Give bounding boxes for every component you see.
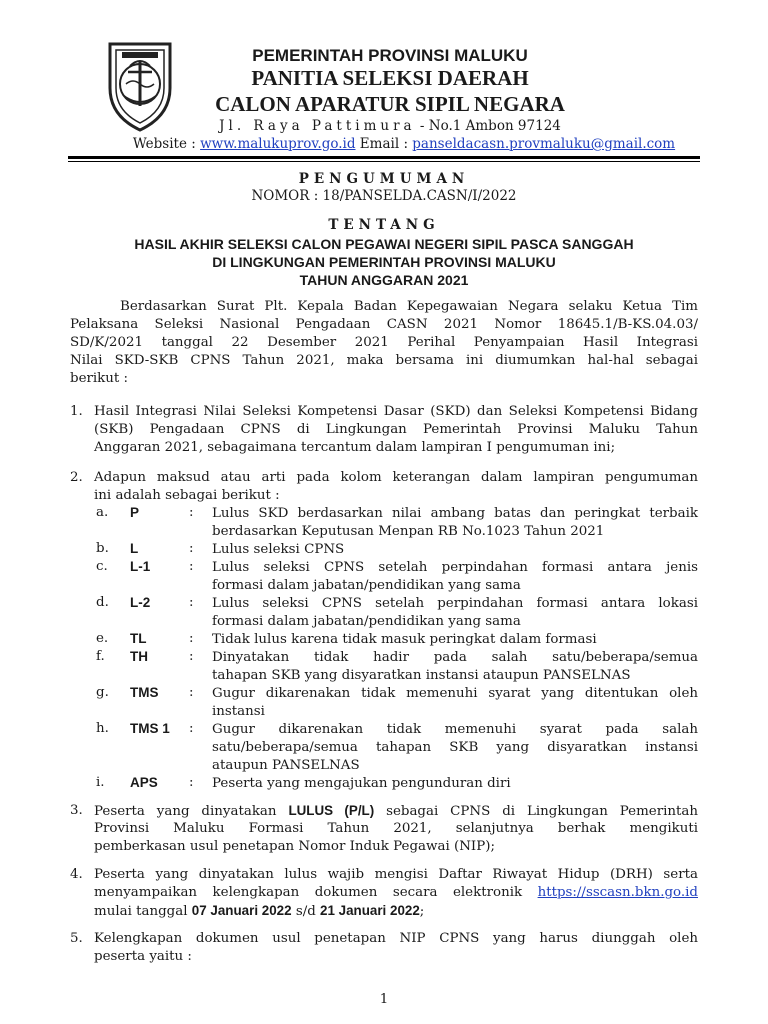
legend-colon: :: [189, 505, 194, 520]
item3-text: Peserta yang dinyatakan: [94, 804, 289, 819]
item1-line: Anggaran 2021, sebagaimana tercantum dalam lampiran I pengumuman ini;: [94, 440, 616, 455]
legend-description: Lulus SKD berdasarkan nilai ambang batas dan peringkat terbaik: [212, 506, 698, 521]
letterhead-contact: [60, 136, 748, 152]
legend-description: Lulus seleksi CPNS setelah perpindahan formasi antara jenis: [212, 560, 698, 575]
legend-description: Dinyatakan tidak hadir pada salah satu/beberapa/semua: [212, 650, 698, 665]
letterhead-rule-thick: [68, 156, 700, 159]
item2-line: ini adalah sebagai berikut :: [94, 488, 280, 503]
subject-line-2: DI LINGKUNGAN PEMERINTAH PROVINSI MALUKU: [212, 254, 556, 270]
intro-line: berikut :: [70, 371, 129, 386]
item1-line: Hasil Integrasi Nilai Seleksi Kompetensi Dasar (SKD) dan Seleksi Kompetensi Bidang: [94, 404, 698, 419]
intro-line: Nilai SKD-SKB CPNS Tahun 2021, maka bersama ini diumumkan hal-hal sebagai: [70, 353, 698, 368]
legend-letter: g.: [96, 685, 109, 700]
email-link[interactable]: panseldacasn.provmaluku@gmail.com: [412, 136, 676, 152]
item4-text: menyampaikan kelengkapan dokumen secara elektronik: [94, 885, 538, 900]
legend-code: TL: [130, 631, 147, 646]
legend-letter: i.: [96, 775, 105, 790]
item3-pass-label: LULUS (P/L): [288, 803, 375, 818]
legend-colon: :: [189, 775, 194, 790]
legend-colon: :: [189, 631, 194, 646]
letterhead-government: PEMERINTAH PROVINSI MALUKU: [252, 46, 528, 65]
letterhead-title: CALON APARATUR SIPIL NEGARA: [215, 92, 565, 116]
legend-colon: :: [189, 649, 194, 664]
legend-letter: b.: [96, 541, 109, 556]
page-number: 1: [379, 992, 389, 1007]
item4-text: s/d: [291, 904, 321, 919]
legend-colon: :: [189, 685, 194, 700]
legend-colon: :: [189, 559, 194, 574]
item2-line: Adapun maksud atau arti pada kolom keterangan dalam lampiran pengumuman: [94, 470, 698, 485]
legend-description: tahapan SKB yang disyaratkan instansi ataupun PANSELNAS: [212, 668, 631, 683]
legend-letter: d.: [96, 595, 109, 610]
subject-line-1: HASIL AKHIR SELEKSI CALON PEGAWAI NEGERI SIPIL PASCA SANGGAH: [134, 236, 634, 252]
legend-description: satu/beberapa/semua tahapan SKB yang disyaratkan instansi: [212, 740, 698, 755]
legend-letter: c.: [96, 559, 108, 574]
item4-text: mulai tanggal: [94, 904, 192, 919]
legend-code: APS: [130, 775, 158, 790]
legend-description: Lulus seleksi CPNS setelah perpindahan formasi antara lokasi: [212, 596, 698, 611]
legend-letter: h.: [96, 721, 109, 736]
item3-line: [94, 802, 698, 821]
legend-code: TMS 1: [130, 721, 170, 736]
sscasn-link[interactable]: https://sscasn.bkn.go.id: [537, 885, 698, 900]
item-number: 1.: [70, 404, 83, 419]
legend-description: formasi dalam jabatan/pendidikan yang sama: [212, 578, 521, 593]
legend-letter: e.: [96, 631, 109, 646]
legend-description: instansi: [212, 704, 265, 719]
legend-code: TH: [130, 649, 148, 664]
email-label: Email :: [355, 136, 413, 152]
item4-text: ;: [419, 904, 425, 919]
legend-colon: :: [189, 541, 194, 556]
legend-code: P: [130, 505, 140, 520]
item3-text: sebagai CPNS di Lingkungan Pemerintah: [374, 804, 699, 819]
intro-line: Berdasarkan Surat Plt. Kepala Badan Kepegawaian Negara selaku Ketua Tim: [120, 299, 698, 314]
legend-description: Gugur dikarenakan tidak memenuhi syarat yang ditentukan oleh: [212, 686, 698, 701]
intro-line: SD/K/2021 tanggal 22 Desember 2021 Perihal Penyampaian Hasil Integrasi: [70, 335, 698, 350]
announcement-number: NOMOR : 18/PANSELDA.CASN/I/2022: [251, 188, 517, 204]
address-street: Jl. Raya Pattimura: [219, 118, 416, 134]
item-number: 5.: [70, 931, 83, 946]
legend-description: berdasarkan Keputusan Menpan RB No.1023 Tahun 2021: [212, 524, 605, 539]
item-number: 2.: [70, 470, 83, 485]
legend-code: L-2: [130, 595, 151, 610]
legend-description: Lulus seleksi CPNS: [212, 542, 345, 557]
letterhead-address: [140, 118, 640, 134]
end-date: 21 Januari 2022: [320, 903, 420, 918]
announcement-heading: PENGUMUMAN: [298, 171, 470, 187]
legend-description: formasi dalam jabatan/pendidikan yang sama: [212, 614, 521, 629]
website-label: Website :: [132, 136, 201, 152]
item5-line: peserta yaitu :: [94, 949, 192, 964]
website-link[interactable]: www.malukuprov.go.id: [200, 136, 356, 152]
legend-description: Gugur dikarenakan tidak memenuhi syarat pada salah: [212, 722, 698, 737]
legend-description: Peserta yang mengajukan pengunduran diri: [212, 776, 511, 791]
item5-line: Kelengkapan dokumen usul penetapan NIP CPNS yang harus diunggah oleh: [94, 931, 698, 946]
item4-line: [94, 902, 698, 921]
item-number: 3.: [70, 803, 83, 818]
item3-line: pemberkasan usul penetapan Nomor Induk Pegawai (NIP);: [94, 839, 495, 854]
letterhead-rule-thin: [68, 161, 700, 162]
item3-line: Provinsi Maluku Formasi Tahun 2021, selanjutnya berhak mengikuti: [94, 821, 698, 836]
legend-colon: :: [189, 595, 194, 610]
start-date: 07 Januari 2022: [191, 903, 292, 918]
item4-line: [94, 884, 698, 902]
subject-line-3: TAHUN ANGGARAN 2021: [299, 272, 469, 288]
address-rest: - No.1 Ambon 97124: [415, 118, 561, 134]
legend-letter: f.: [96, 649, 105, 664]
item1-line: (SKB) Pengadaan CPNS di Lingkungan Pemerintah Provinsi Maluku Tahun: [94, 422, 698, 437]
legend-code: TMS: [130, 685, 159, 700]
legend-description: ataupun PANSELNAS: [212, 758, 360, 773]
intro-line: Pelaksana Seleksi Nasional Pengadaan CASN 2021 Nomor 18645.1/B-KS.04.03/: [70, 317, 698, 332]
item-number: 4.: [70, 867, 83, 882]
legend-code: L: [130, 541, 139, 556]
letterhead-committee: PANITIA SELEKSI DAERAH: [251, 66, 529, 90]
legend-letter: a.: [96, 505, 109, 520]
legend-colon: :: [189, 721, 194, 736]
legend-code: L-1: [130, 559, 151, 574]
item4-line: Peserta yang dinyatakan lulus wajib mengisi Daftar Riwayat Hidup (DRH) serta: [94, 867, 698, 882]
legend-description: Tidak lulus karena tidak masuk peringkat dalam formasi: [212, 632, 597, 647]
about-heading: TENTANG: [328, 217, 440, 233]
